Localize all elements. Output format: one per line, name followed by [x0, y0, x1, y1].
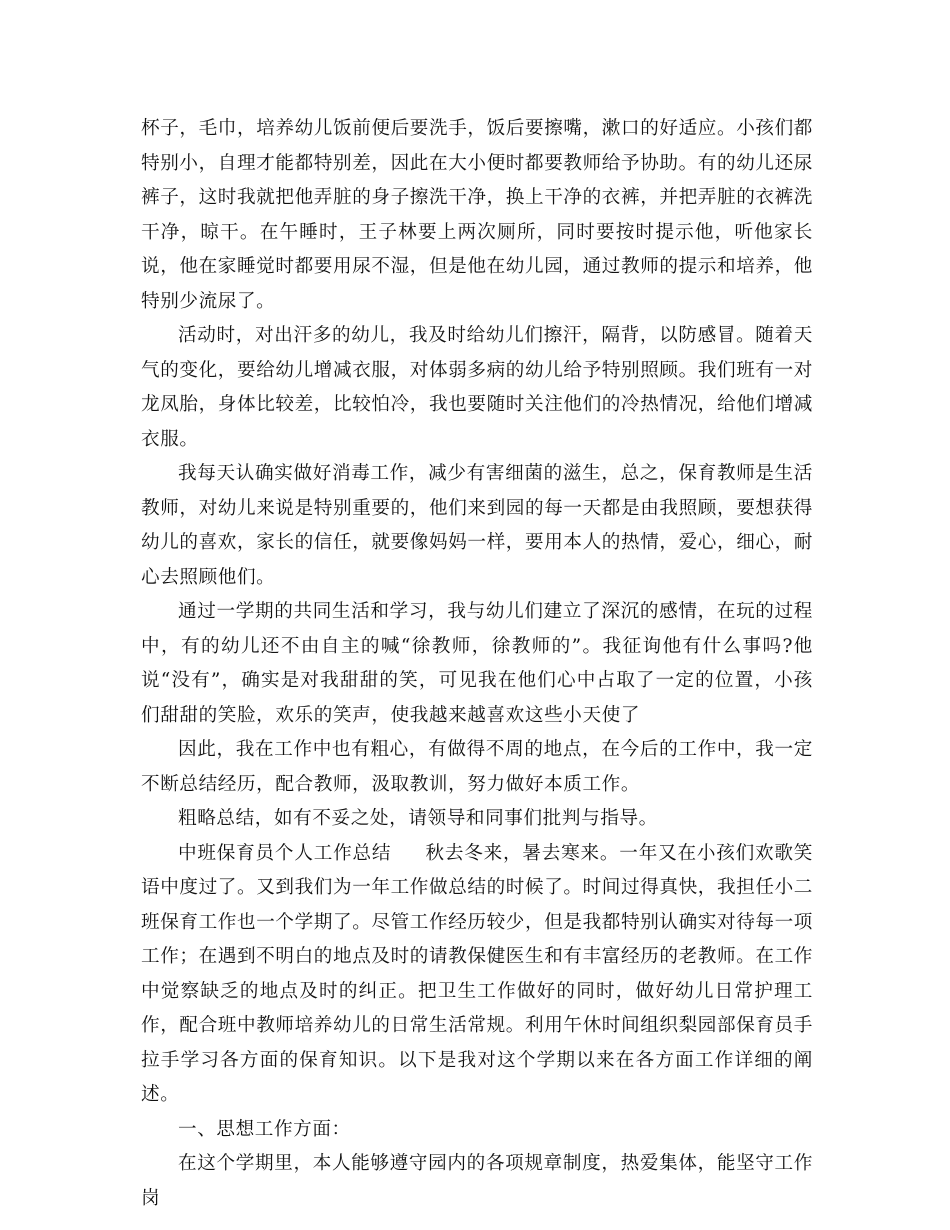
paragraph-emotional-bond: 通过一学期的共同生活和学习，我与幼儿们建立了深沉的感情，在玩的过程中，有的幼儿还不由自主的喊“徐教师，徐教师的”。我征询他有什么事吗?他说“没有”，确实是对我甜甜的笑，可见我在他们心中占取了一定的位置，小孩们甜甜的笑脸，欢乐的笑声，使我越来越喜欢这些小天使了: [141, 601, 813, 726]
paragraph-ideology-start: 在这个学期里，本人能够遵守园内的各项规章制度，热爱集体，能坚守工作岗: [141, 1153, 813, 1209]
paragraph-activity-care: 活动时，对出汗多的幼儿，我及时给幼儿们擦汗，隔背，以防感冒。随着天气的变化，要给幼儿增减衣服，对体弱多病的幼儿给予特别照顾。我们班有一对龙凤胎，身体比较差，比较怕冷，我也要随时关注他们的冷热情况，给他们增减衣服。: [141, 325, 813, 450]
summary-heading: 中班保育员个人工作总结: [178, 842, 392, 864]
document-body: [141, 112, 813, 1216]
section-heading-ideology: 一、思想工作方面：: [178, 1118, 351, 1140]
paragraph-improvement: 因此，我在工作中也有粗心，有做得不周的地点，在今后的工作中，我一定不断总结经历，配合教师，汲取教训，努力做好本质工作。: [141, 739, 813, 795]
summary-intro-text: 秋去冬来，暑去寒来。一年又在小孩们欢歌笑语中度过了。又到我们为一年工作做总结的时候了。时间过得真快，我担任小二班保育工作也一个学期了。尽管工作经历较少，但是我都特别认确实对待每一项工作；在遇到不明白的地点及时的请教保健医生和有丰富经历的老教师。在工作中觉察缺乏的地点及时的纠正。把卫生工作做好的同时，做好幼儿日常护理工作，配合班中教师培养幼儿的日常生活常规。利用午休时间组织梨园部保育员手拉手学习各方面的保育知识。以下是我对这个学期以来在各方面工作详细的阐述。: [141, 842, 813, 1105]
paragraph-hygiene-habits: 杯子，毛巾，培养幼儿饭前便后要洗手，饭后要擦嘴，漱口的好适应。小孩们都特别小，自理才能都特别差，因此在大小便时都要教师给予协助。有的幼儿还尿裤子，这时我就把他弄脏的身子擦洗干净，换上干净的衣裤，并把弄脏的衣裤洗干净，晾干。在午睡时，王子林要上两次厕所，同时要按时提示他，听他家长说，他在家睡觉时都要用尿不湿，但是他在幼儿园，通过教师的提示和培养，他特别少流尿了。: [141, 118, 813, 312]
paragraph-closing-remark: 粗略总结，如有不妥之处，请领导和同事们批判与指导。: [178, 808, 658, 829]
paragraph-new-summary: [141, 837, 813, 1113]
paragraph-disinfection: 我每天认确实做好消毒工作，减少有害细菌的滋生，总之，保育教师是生活教师，对幼儿来说是特别重要的，他们来到园的每一天都是由我照顾，要想获得幼儿的喜欢，家长的信任，就要像妈妈一样，要用本人的热情，爱心，细心，耐心去照顾他们。: [141, 463, 813, 588]
